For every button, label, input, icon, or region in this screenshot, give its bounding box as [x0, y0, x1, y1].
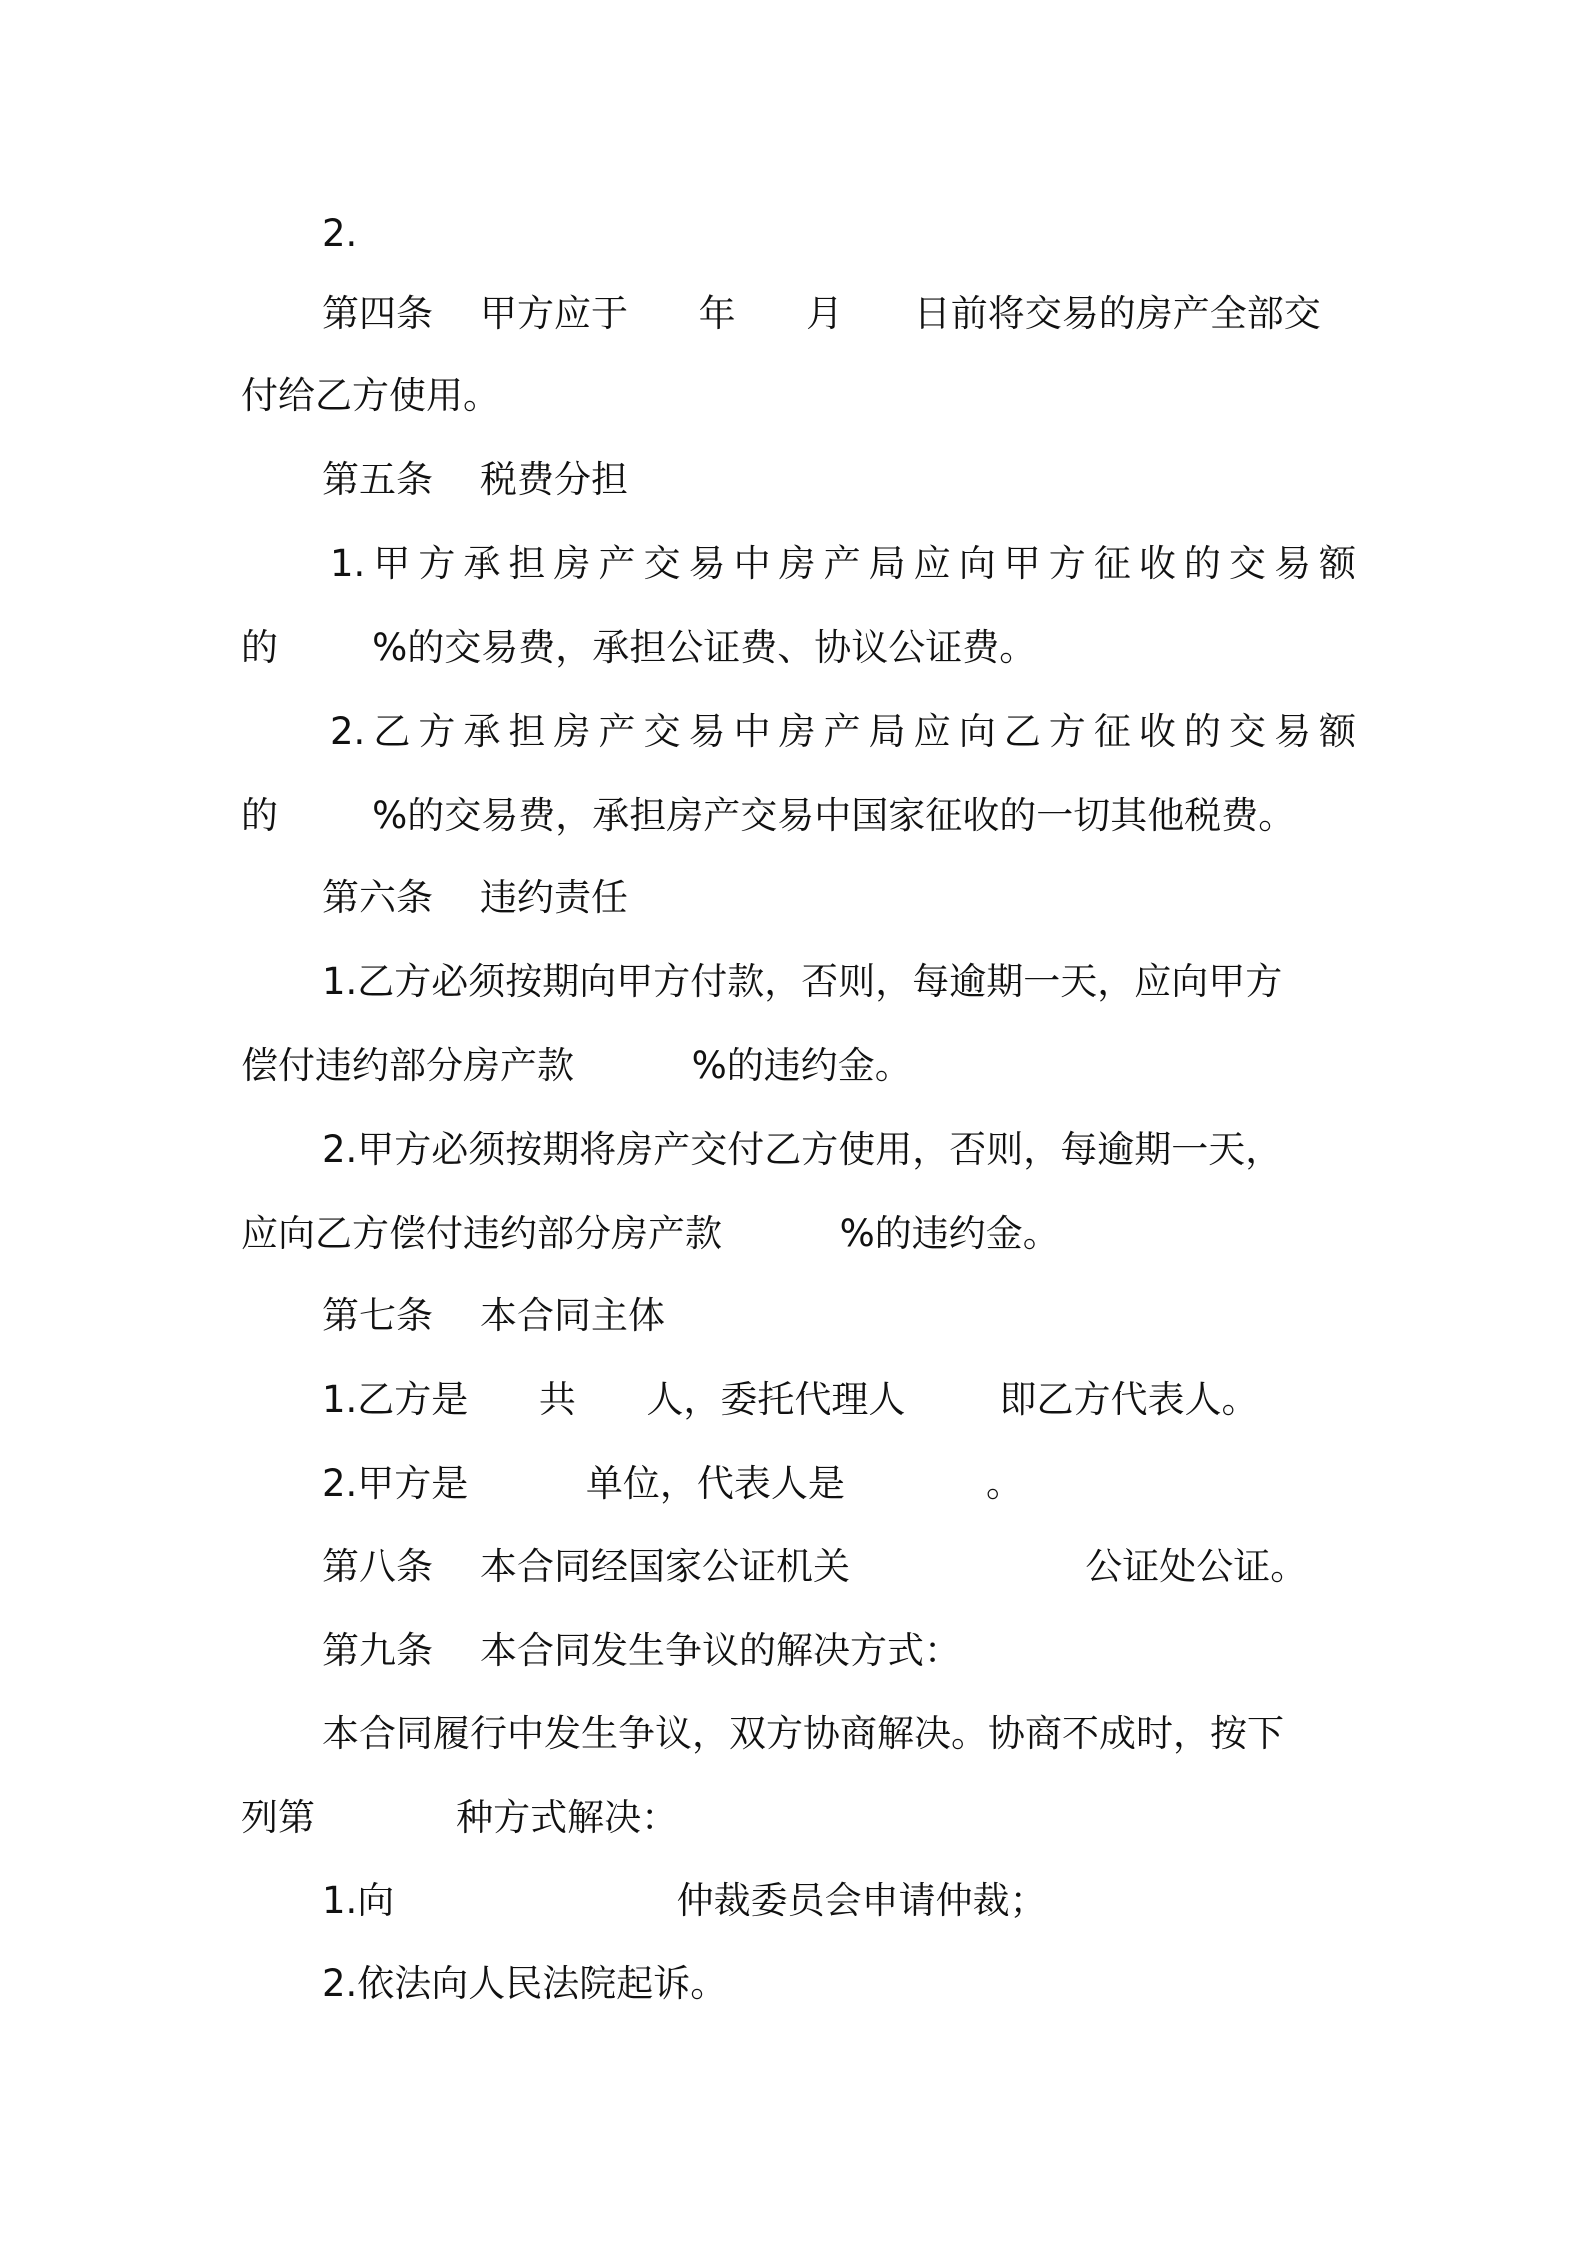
- article-9-option-2: 2.依法向人民法院起诉。: [322, 1962, 728, 2005]
- article-9-option-1: 1.向 仲裁委员会申请仲裁；: [322, 1879, 1047, 1922]
- article-6-heading: 第六条 违约责任: [322, 876, 629, 919]
- article-5-item-1-line-2: 的 %的交易费，承担公证费、协议公证费。: [241, 626, 1037, 669]
- article-4-line-2: 付给乙方使用。: [241, 374, 500, 417]
- article-9-body-line-1: 本合同履行中发生争议，双方协商解决。协商不成时，按下: [322, 1712, 1284, 1755]
- article-6-item-1-line-1: 1.乙方必须按期向甲方付款，否则，每逾期一天，应向甲方: [322, 960, 1283, 1003]
- article-8: 第八条 本合同经国家公证机关 公证处公证。: [322, 1545, 1308, 1588]
- article-5-heading: 第五条 税费分担: [322, 458, 629, 501]
- article-5-item-1-line-1: 1.甲方承担房产交易中房产局应向甲方征收的交易额: [330, 542, 1356, 585]
- article-7-item-1: 1.乙方是 共 人，委托代理人 即乙方代表人。: [322, 1378, 1259, 1421]
- article-4-line-1: 第四条 甲方应于 年 月 日前将交易的房产全部交: [322, 292, 1321, 335]
- item-number-2: 2.: [322, 212, 358, 255]
- article-6-item-2-line-1: 2.甲方必须按期将房产交付乙方使用，否则，每逾期一天，: [322, 1128, 1283, 1171]
- article-9-body-line-2: 列第 种方式解决：: [241, 1796, 679, 1839]
- article-7-item-2: 2.甲方是 单位，代表人是 。: [322, 1462, 1024, 1505]
- article-5-item-2-line-2: 的 %的交易费，承担房产交易中国家征收的一切其他税费。: [241, 794, 1296, 837]
- article-9-heading: 第九条 本合同发生争议的解决方式：: [322, 1629, 962, 1672]
- article-7-heading: 第七条 本合同主体: [322, 1294, 666, 1337]
- article-6-item-2-line-2: 应向乙方偿付违约部分房产款 %的违约金。: [241, 1212, 1060, 1255]
- article-6-item-1-line-2: 偿付违约部分房产款 %的违约金。: [241, 1044, 912, 1087]
- article-5-item-2-line-1: 2.乙方承担房产交易中房产局应向乙方征收的交易额: [330, 710, 1356, 753]
